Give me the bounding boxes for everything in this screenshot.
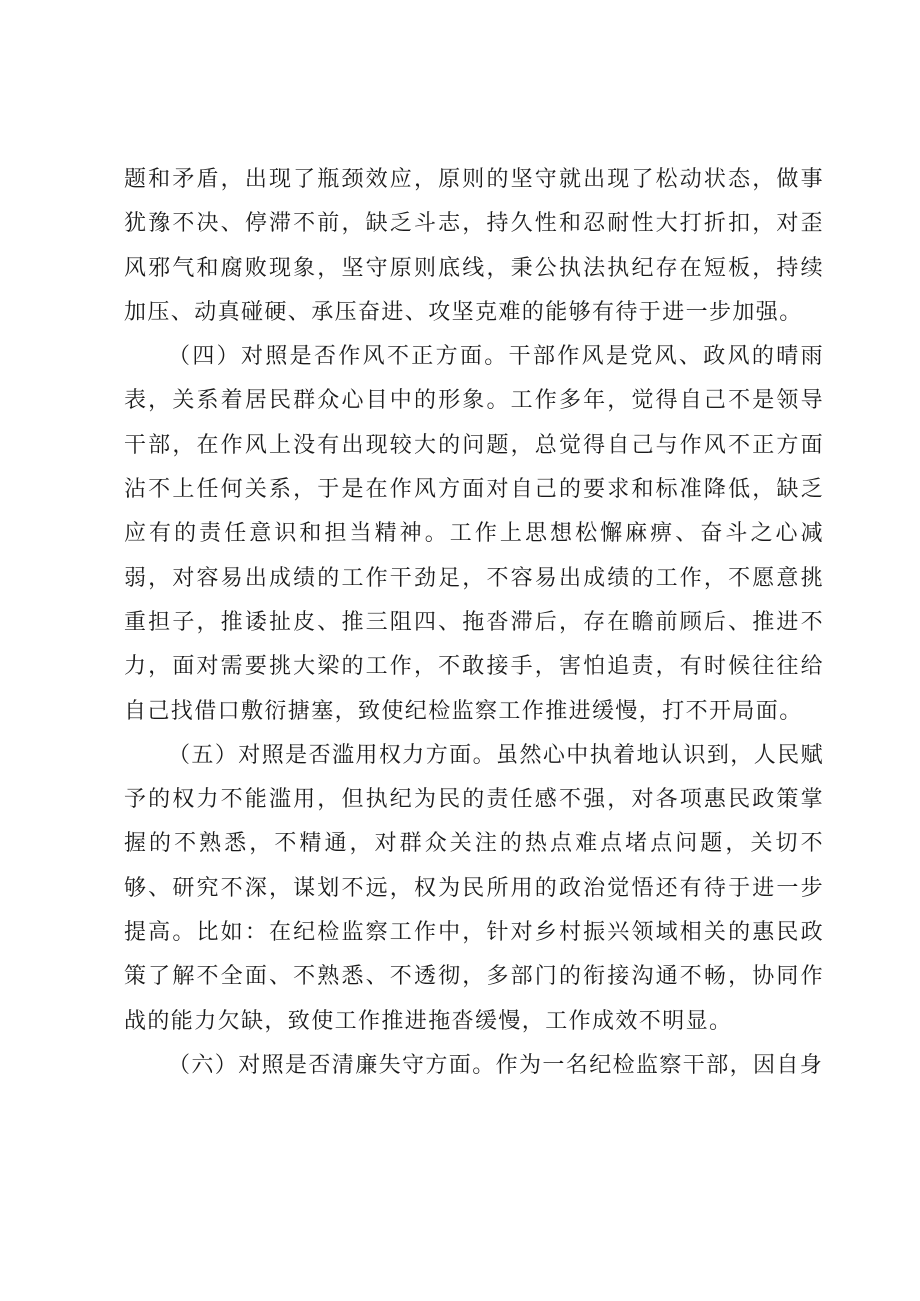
paragraph-section-4: （四）对照是否作风不正方面。干部作风是党风、政风的晴雨表，关系着居民群众心目中的形象。工作多年，觉得自己不是领导干部，在作风上没有出现较大的问题，总觉得自己与作风不正方面沾不上任何关系，于是在作风方面对自己的要求和标准降低，缺乏应有的责任意识和担当精神。工作上思想松懈麻痹、奋斗之心减弱，对容易出成绩的工作干劲足，不容易出成绩的工作，不愿意挑重担子，推诿扯皮、推三阻四、拖沓滞后，存在瞻前顾后、推进不力，面对需要挑大梁的工作，不敢接手，害怕追责，有时候往往给自己找借口敷衍搪塞，致使纪检监察工作推进缓慢，打不开局面。 <box>124 344 824 724</box>
document-body <box>124 158 824 1088</box>
paragraph-section-5: （五）对照是否滥用权力方面。虽然心中执着地认识到，人民赋予的权力不能滥用，但执纪为民的责任感不强，对各项惠民政策掌握的不熟悉，不精通，对群众关注的热点难点堵点问题，关切不够、研究不深，谋划不远，权为民所用的政治觉悟还有待于进一步提高。比如：在纪检监察工作中，针对乡村振兴领域相关的惠民政策了解不全面、不熟悉、不透彻，多部门的衔接沟通不畅，协同作战的能力欠缺，致使工作推进拖沓缓慢，工作成效不明显。 <box>124 742 824 1034</box>
paragraph-section-6: （六）对照是否清廉失守方面。作为一名纪检监察干部，因自身 <box>168 1052 824 1078</box>
paragraph-continuation: 题和矛盾，出现了瓶颈效应，原则的坚守就出现了松动状态，做事犹豫不决、停滞不前，缺乏斗志，持久性和忍耐性大打折扣，对歪风邪气和腐败现象，坚守原则底线，秉公执法执纪存在短板，持续加压、动真碰硬、承压奋进、攻坚克难的能够有待于进一步加强。 <box>124 167 824 325</box>
